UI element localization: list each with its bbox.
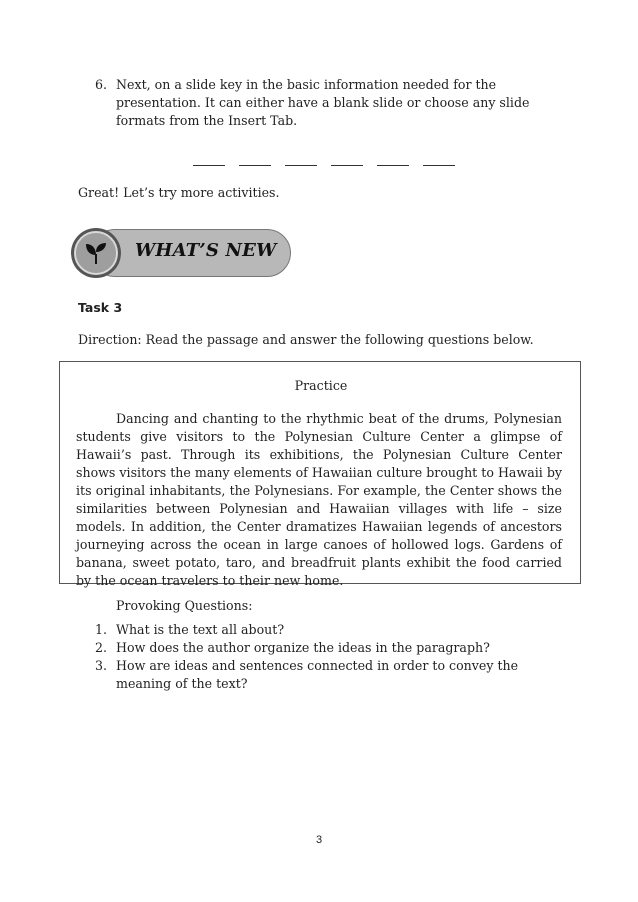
question-2-text: How does the author organize the ideas in the paragraph? xyxy=(116,640,490,655)
banner-title: WHAT’S NEW xyxy=(135,240,277,261)
banner-icon-inner xyxy=(74,231,118,275)
question-1-number: 1. xyxy=(95,622,108,637)
page-number: 3 xyxy=(315,834,323,846)
question-3-line-2: meaning of the text? xyxy=(116,676,248,691)
step-6-line-2: presentation. It can either have a blank slide or choose any slide xyxy=(116,95,530,110)
practice-box xyxy=(59,361,581,588)
direction-text: Direction: Read the passage and answer the following questions below. xyxy=(78,332,534,347)
question-3-line-1: How are ideas and sentences connected in order to convey the xyxy=(116,658,519,673)
separator-line xyxy=(285,164,317,166)
separator-line xyxy=(377,164,409,166)
separator-line xyxy=(239,164,271,166)
separator-line xyxy=(423,164,455,166)
great-text: Great! Let’s try more activities. xyxy=(78,185,280,200)
step-6-number: 6. xyxy=(95,77,108,92)
banner-icon-circle xyxy=(71,228,121,278)
separator-blanks xyxy=(193,164,455,166)
leaf-icon xyxy=(83,240,109,266)
questions-heading: Provoking Questions: xyxy=(116,598,253,613)
question-1-text: What is the text all about? xyxy=(116,622,285,637)
step-6-line-1: Next, on a slide key in the basic information needed for the xyxy=(116,77,497,92)
task-label: Task 3 xyxy=(78,300,123,315)
separator-line xyxy=(331,164,363,166)
separator-line xyxy=(193,164,225,166)
practice-passage: Dancing and chanting to the rhythmic beat of the drums, Polynesian students give visitors to the Polynesian Culture Center a glimpse of Hawaii’s past. Through its exhibitions, the Polynesian Culture Center shows visitors the many elements of Hawaiian culture brought to Hawaii by its original inhabitants, the Polynesians. For example, the Center shows the similarities between Polynesian and Hawaiian villages with life – size models. In addition, the Center dramatizes Hawaiian legends of ancestors journeying across the ocean in large canoes of hollowed logs. Gardens of banana, sweet potato, taro, and breadfruit plants exhibit the food carried by the ocean travelers to their new home. xyxy=(76,411,562,588)
step-6-line-3: formats from the Insert Tab. xyxy=(116,113,298,128)
question-2-number: 2. xyxy=(95,640,108,655)
question-3-number: 3. xyxy=(95,658,108,673)
practice-title: Practice xyxy=(294,378,348,393)
whats-new-banner xyxy=(71,228,291,278)
